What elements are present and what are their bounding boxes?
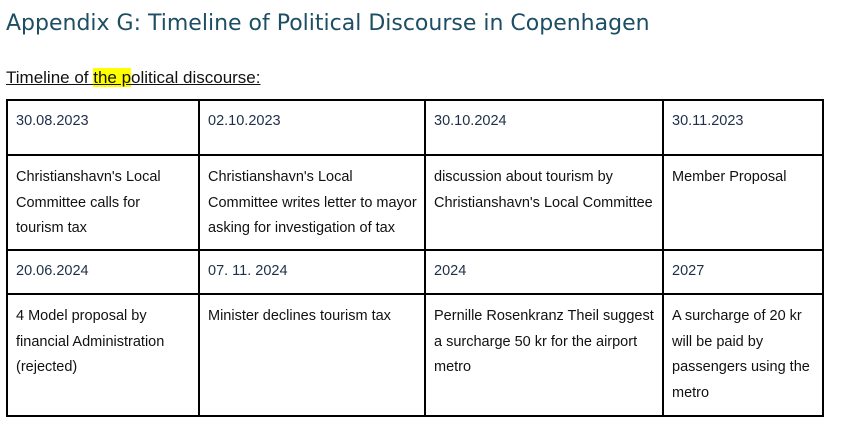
section-subheading [6,67,261,89]
date-cell: 30.08.2023 [7,100,199,155]
date-cell: 2024 [425,250,663,294]
event-cell: Member Proposal [663,155,823,250]
event-cell: Christianshavn's Local Committee writes letter to mayor asking for investigation of tax [199,155,425,250]
event-cell: Pernille Rosenkranz Theil suggest a surcharge 50 kr for the airport metro [425,294,663,416]
timeline-event-row [7,294,823,416]
event-cell: discussion about tourism by Christianshavn's Local Committee [425,155,663,250]
timeline-table [6,99,824,417]
subheading-text-end: olitical discourse: [131,68,261,87]
highlighted-text: the p [93,68,132,87]
event-cell: A surcharge of 20 kr will be paid by passengers using the metro [663,294,823,416]
date-cell: 2027 [663,250,823,294]
page-title: Appendix G: Timeline of Political Discourse in Copenhagen [6,11,650,36]
timeline-date-row [7,100,823,155]
date-cell: 30.11.2023 [663,100,823,155]
timeline-date-row [7,250,823,294]
timeline-event-row [7,155,823,250]
subheading-text-start: Timeline of [6,68,94,87]
date-cell: 02.10.2023 [199,100,425,155]
event-cell: 4 Model proposal by financial Administration (rejected) [7,294,199,416]
event-cell: Minister declines tourism tax [199,294,425,416]
date-cell: 30.10.2024 [425,100,663,155]
date-cell: 20.06.2024 [7,250,199,294]
event-cell: Christianshavn's Local Committee calls for tourism tax [7,155,199,250]
date-cell: 07. 11. 2024 [199,250,425,294]
